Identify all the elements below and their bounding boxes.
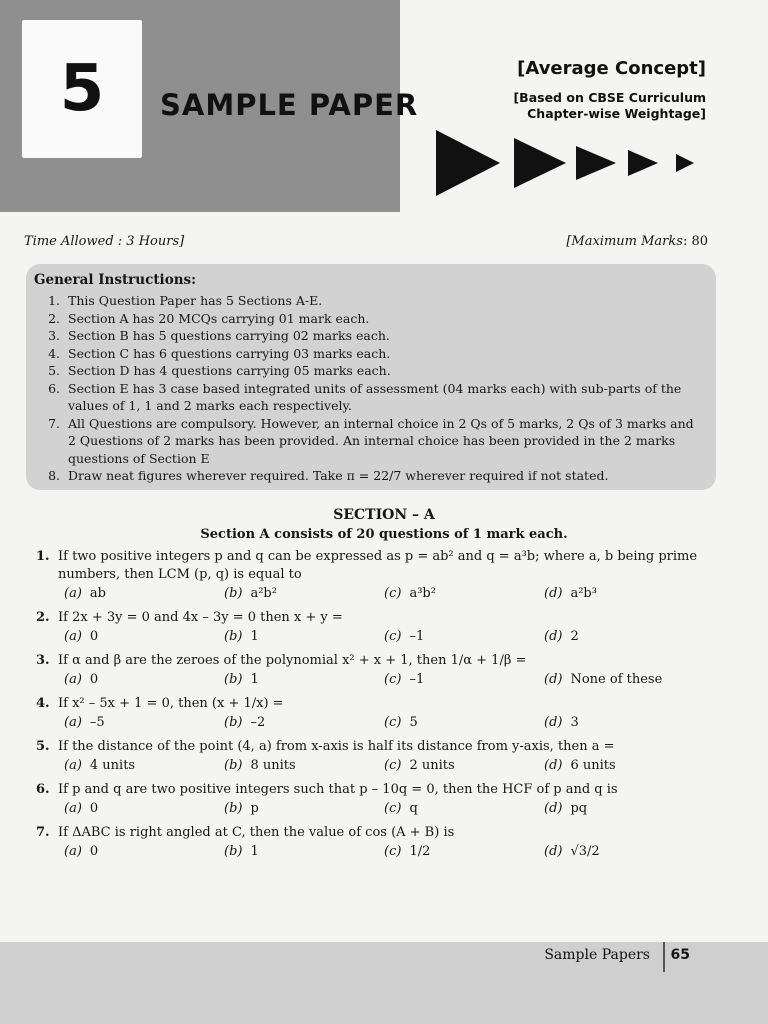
option-text: 0 xyxy=(89,844,99,859)
answer-option xyxy=(224,756,384,776)
instruction-item xyxy=(34,327,702,345)
instruction-text: Section A has 20 MCQs carrying 01 mark each. xyxy=(68,310,370,326)
option-label: (d) xyxy=(544,672,563,687)
question-number: 6. xyxy=(36,782,50,797)
paper-number-box xyxy=(22,20,142,158)
option-label: (a) xyxy=(64,844,82,859)
answer-option xyxy=(544,799,704,819)
instruction-text: Section B has 5 questions carrying 02 marks each. xyxy=(68,328,390,343)
instruction-number: 5. xyxy=(48,363,60,378)
option-text: √3/2 xyxy=(570,844,600,859)
maximum-marks-label: [Maximum Marks xyxy=(566,234,683,249)
option-text: 6 units xyxy=(570,758,616,773)
instruction-number: 6. xyxy=(48,380,60,396)
option-label: (b) xyxy=(224,586,243,601)
section-title: SECTION – A xyxy=(333,507,435,523)
answer-option xyxy=(544,670,704,690)
answer-option xyxy=(224,584,384,604)
option-text: 5 xyxy=(409,715,418,730)
option-label: (b) xyxy=(224,801,243,816)
instruction-text: Section C has 6 questions carrying 03 marks each. xyxy=(68,345,391,361)
option-text: –1 xyxy=(409,629,425,644)
option-text: –1 xyxy=(409,672,425,687)
instructions-heading: General Instructions: xyxy=(34,272,197,288)
answer-option xyxy=(224,713,384,733)
instruction-text: Section D has 4 questions carrying 05 marks each. xyxy=(68,363,391,378)
option-text: 4 units xyxy=(89,758,136,773)
answer-option xyxy=(384,713,544,733)
answer-option xyxy=(544,756,704,776)
option-text: 3 xyxy=(570,715,579,730)
answer-option xyxy=(384,670,544,690)
option-text: 8 units xyxy=(250,758,296,773)
question-stem xyxy=(36,781,726,799)
section-subtitle: Section A consists of 20 questions of 1 mark each. xyxy=(200,527,568,542)
question-text: If 2x + 3y = 0 and 4x – 3y = 0 then x + y = xyxy=(58,610,343,625)
answer-option xyxy=(64,799,224,819)
option-label: (b) xyxy=(224,672,243,687)
answer-option xyxy=(544,627,704,647)
instruction-item xyxy=(34,415,702,468)
page-number: 65 xyxy=(670,947,690,963)
instruction-number: 4. xyxy=(48,345,60,361)
option-row xyxy=(36,842,726,862)
question-text: If α and β are the zeroes of the polynomial x² + x + 1, then 1/α + 1/β = xyxy=(58,653,527,668)
paper-title: SAMPLE PAPER xyxy=(160,88,419,122)
instruction-item xyxy=(34,292,702,310)
instruction-number: 3. xyxy=(48,328,60,343)
question-text: If x² – 5x + 1 = 0, then (x + 1/x) = xyxy=(58,696,284,711)
question-item xyxy=(36,609,726,647)
instruction-item xyxy=(34,345,702,363)
question-number: 5. xyxy=(36,739,50,754)
option-text: 0 xyxy=(89,801,99,816)
option-row xyxy=(36,584,726,604)
arrow-decoration-icon xyxy=(436,128,696,198)
general-instructions xyxy=(26,264,716,490)
answer-option xyxy=(64,670,224,690)
instruction-text: Section E has 3 case based integrated units of assessment (04 marks each) with sub-parts of the values of 1, 1 and 2 marks each respectively. xyxy=(68,380,682,413)
question-stem xyxy=(36,548,726,584)
option-text: 1/2 xyxy=(409,844,431,859)
question-stem xyxy=(36,738,726,756)
option-label: (d) xyxy=(544,586,563,601)
question-number: 2. xyxy=(36,610,50,625)
instruction-text: This Question Paper has 5 Sections A-E. xyxy=(68,293,323,308)
instruction-number: 8. xyxy=(48,468,60,483)
answer-option xyxy=(224,627,384,647)
answer-option xyxy=(64,627,224,647)
option-label: (d) xyxy=(544,758,563,773)
option-label: (a) xyxy=(64,715,82,730)
option-label: (d) xyxy=(544,715,563,730)
option-label: (d) xyxy=(544,801,563,816)
question-stem xyxy=(36,695,726,713)
option-label: (b) xyxy=(224,629,243,644)
instruction-item xyxy=(34,362,702,380)
paper-number: 5 xyxy=(59,52,105,126)
answer-option xyxy=(384,756,544,776)
answer-option xyxy=(224,799,384,819)
option-text: 2 xyxy=(570,629,579,644)
option-row xyxy=(36,713,726,733)
instruction-item xyxy=(34,310,702,328)
question-item xyxy=(36,781,726,819)
option-text: a²b³ xyxy=(570,586,597,601)
footer-label: Sample Papers xyxy=(544,947,650,963)
question-stem xyxy=(36,824,726,842)
option-text: 0 xyxy=(89,672,99,687)
option-label: (d) xyxy=(544,844,563,859)
option-text: 0 xyxy=(89,629,99,644)
option-label: (c) xyxy=(384,715,402,730)
option-row xyxy=(36,756,726,776)
maximum-marks-value: : 80 xyxy=(682,234,708,249)
option-text: 2 units xyxy=(409,758,455,773)
concept-label: [Average Concept] xyxy=(517,58,706,79)
option-label: (c) xyxy=(384,758,402,773)
question-item xyxy=(36,738,726,776)
option-label: (a) xyxy=(64,586,82,601)
answer-option xyxy=(224,842,384,862)
instruction-number: 1. xyxy=(48,293,60,308)
option-text: a²b² xyxy=(250,586,277,601)
option-text: 1 xyxy=(250,844,259,859)
question-item xyxy=(36,652,726,690)
option-label: (b) xyxy=(224,758,243,773)
question-number: 4. xyxy=(36,696,50,711)
answer-option xyxy=(64,842,224,862)
question-number: 1. xyxy=(36,549,50,564)
option-label: (c) xyxy=(384,629,402,644)
instruction-text: All Questions are compulsory. However, an internal choice in 2 Qs of 5 marks, 2 Qs of 3 marks and 2 Questions of 2 marks has been provided. An internal choice has been provided in the 2 marks questions of Section E xyxy=(68,415,694,466)
option-text: pq xyxy=(570,801,588,816)
option-row xyxy=(36,799,726,819)
answer-option xyxy=(384,842,544,862)
option-label: (c) xyxy=(384,586,402,601)
question-text: If two positive integers p and q can be expressed as p = ab² and q = a³b; where a, b being prime numbers, then LCM (p, q) is equal to xyxy=(58,549,698,582)
option-label: (d) xyxy=(544,629,563,644)
question-item xyxy=(36,824,726,862)
answer-option xyxy=(224,670,384,690)
option-text: –5 xyxy=(89,715,105,730)
option-label: (a) xyxy=(64,758,82,773)
footer-divider xyxy=(663,942,665,972)
maximum-marks xyxy=(566,234,708,249)
question-text: If ΔABC is right angled at C, then the value of cos (A + B) is xyxy=(58,825,455,840)
instructions-list xyxy=(34,292,702,485)
curriculum-basis: [Based on CBSE Curriculum Chapter-wise Weightage] xyxy=(513,90,706,121)
option-text: ab xyxy=(89,586,106,601)
answer-option xyxy=(64,756,224,776)
answer-option xyxy=(384,627,544,647)
answer-option xyxy=(384,799,544,819)
option-text: 1 xyxy=(250,672,259,687)
time-allowed: Time Allowed : 3 Hours] xyxy=(24,234,185,249)
answer-option xyxy=(544,842,704,862)
option-text: None of these xyxy=(570,672,663,687)
option-label: (a) xyxy=(64,629,82,644)
option-label: (c) xyxy=(384,672,402,687)
question-text: If the distance of the point (4, a) from x-axis is half its distance from y-axis, then a = xyxy=(58,739,615,754)
option-text: a³b² xyxy=(409,586,436,601)
option-label: (b) xyxy=(224,844,243,859)
answer-option xyxy=(544,584,704,604)
option-row xyxy=(36,627,726,647)
question-text: If p and q are two positive integers such that p – 10q = 0, then the HCF of p and q is xyxy=(58,782,618,797)
instruction-number: 2. xyxy=(48,310,60,326)
question-stem xyxy=(36,609,726,627)
question-number: 3. xyxy=(36,653,50,668)
answer-option xyxy=(64,713,224,733)
instruction-item xyxy=(34,467,702,485)
instruction-item xyxy=(34,380,702,415)
option-label: (c) xyxy=(384,844,402,859)
answer-option xyxy=(64,584,224,604)
question-item xyxy=(36,695,726,733)
option-text: 1 xyxy=(250,629,259,644)
option-text: q xyxy=(409,801,418,816)
option-label: (a) xyxy=(64,801,82,816)
option-row xyxy=(36,670,726,690)
footer-band xyxy=(0,942,768,1024)
answer-option xyxy=(384,584,544,604)
question-item xyxy=(36,548,726,604)
instruction-number: 7. xyxy=(48,415,60,431)
instruction-text: Draw neat figures wherever required. Take π = 22/7 wherever required if not stated. xyxy=(68,468,609,483)
option-label: (a) xyxy=(64,672,82,687)
question-number: 7. xyxy=(36,825,50,840)
option-text: p xyxy=(250,801,259,816)
question-stem xyxy=(36,652,726,670)
answer-option xyxy=(544,713,704,733)
option-text: –2 xyxy=(250,715,266,730)
question-list xyxy=(36,548,726,867)
option-label: (b) xyxy=(224,715,243,730)
option-label: (c) xyxy=(384,801,402,816)
